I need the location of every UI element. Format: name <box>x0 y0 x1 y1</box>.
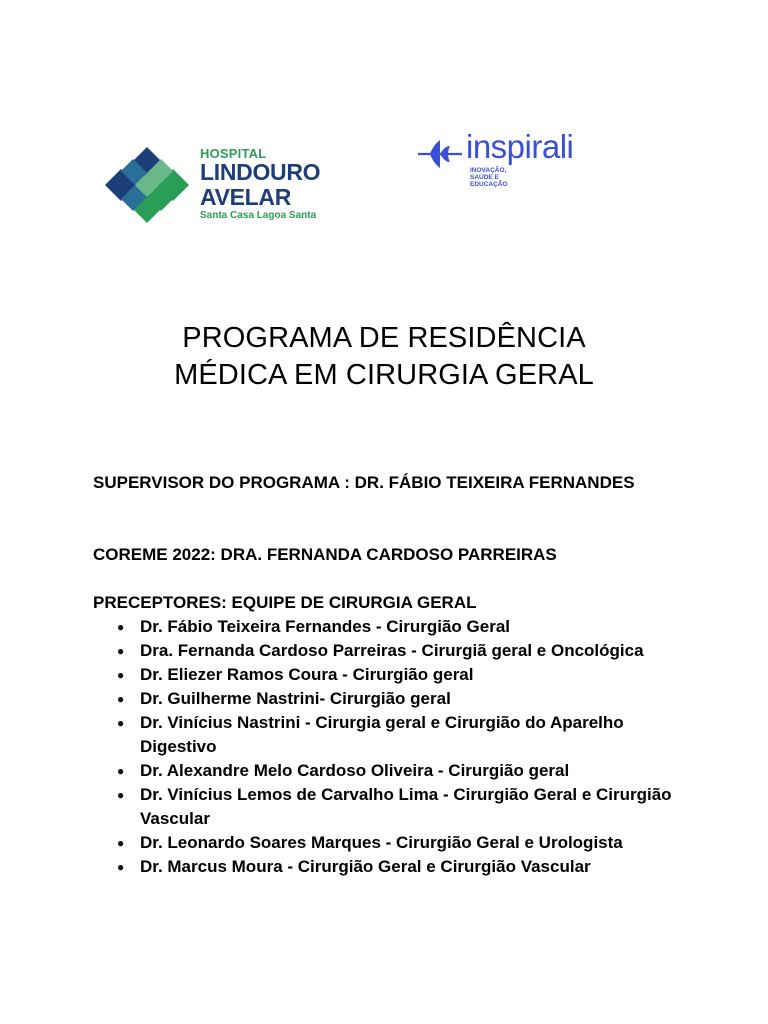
list-item <box>93 639 673 663</box>
list-item <box>93 831 673 855</box>
hospital-logo <box>105 145 335 227</box>
bullet-icon: ● <box>117 644 125 658</box>
hospital-cross-logo-icon <box>105 145 189 225</box>
hospital-name-line1: LINDOURO <box>200 159 321 185</box>
inspirali-tagline <box>470 167 520 188</box>
bullet-icon: ● <box>117 620 125 634</box>
title-line-1: PROGRAMA DE RESIDÊNCIA <box>182 322 586 354</box>
list-item <box>93 759 673 783</box>
document-title <box>0 320 768 394</box>
hospital-name-line2: AVELAR <box>200 184 292 210</box>
list-item <box>93 663 673 687</box>
hospital-label: HOSPITAL <box>200 146 267 161</box>
preceptor-entry: Dr. Vinícius Nastrini - Cirurgia geral e Cirurgião do Aparelho Digestivo <box>140 713 624 756</box>
preceptors-heading: PRECEPTORES: EQUIPE DE CIRURGIA GERAL <box>93 593 477 612</box>
preceptors-list <box>93 615 673 879</box>
list-item <box>93 615 673 639</box>
bullet-icon: ● <box>117 716 125 730</box>
inspirali-wordmark: inspirali <box>466 128 574 165</box>
preceptor-entry: Dr. Eliezer Ramos Coura - Cirurgião geral <box>140 665 474 684</box>
inspirali-tagline-line: EDUCAÇÃO <box>470 181 508 188</box>
preceptor-entry: Dr. Guilherme Nastrini- Cirurgião geral <box>140 689 451 708</box>
inspirali-tagline-line: INOVAÇÃO, <box>470 167 507 174</box>
bullet-icon: ● <box>117 836 125 850</box>
bullet-icon: ● <box>117 692 125 706</box>
preceptor-entry: Dr. Leonardo Soares Marques - Cirurgião Geral e Urologista <box>140 833 623 852</box>
preceptor-entry: Dr. Vinícius Lemos de Carvalho Lima - Cirurgião Geral e Cirurgião Vascular <box>140 785 672 828</box>
program-supervisor: SUPERVISOR DO PROGRAMA : DR. FÁBIO TEIXEIRA FERNANDES <box>93 473 635 492</box>
preceptor-entry: Dr. Marcus Moura - Cirurgião Geral e Cirurgião Vascular <box>140 857 591 876</box>
preceptor-entry: Dr. Fábio Teixeira Fernandes - Cirurgião Geral <box>140 617 511 636</box>
preceptor-entry: Dra. Fernanda Cardoso Parreiras - Cirurgiã geral e Oncológica <box>140 641 644 660</box>
bullet-icon: ● <box>117 860 125 874</box>
bullet-icon: ● <box>117 764 125 778</box>
hospital-tagline: Santa Casa Lagoa Santa <box>200 210 317 221</box>
inspirali-tagline-line: SAÚDE E <box>470 174 499 181</box>
title-line-2: MÉDICA EM CIRURGIA GERAL <box>174 359 594 391</box>
list-item <box>93 711 673 759</box>
list-item <box>93 855 673 879</box>
inspirali-logo <box>418 128 618 192</box>
coreme-coordinator: COREME 2022: DRA. FERNANDA CARDOSO PARREIRAS <box>93 545 557 564</box>
list-item <box>93 687 673 711</box>
list-item <box>93 783 673 831</box>
inspirali-star-icon <box>418 138 466 170</box>
preceptor-entry: Dr. Alexandre Melo Cardoso Oliveira - Cirurgião geral <box>140 761 570 780</box>
bullet-icon: ● <box>117 668 125 682</box>
bullet-icon: ● <box>117 788 125 802</box>
